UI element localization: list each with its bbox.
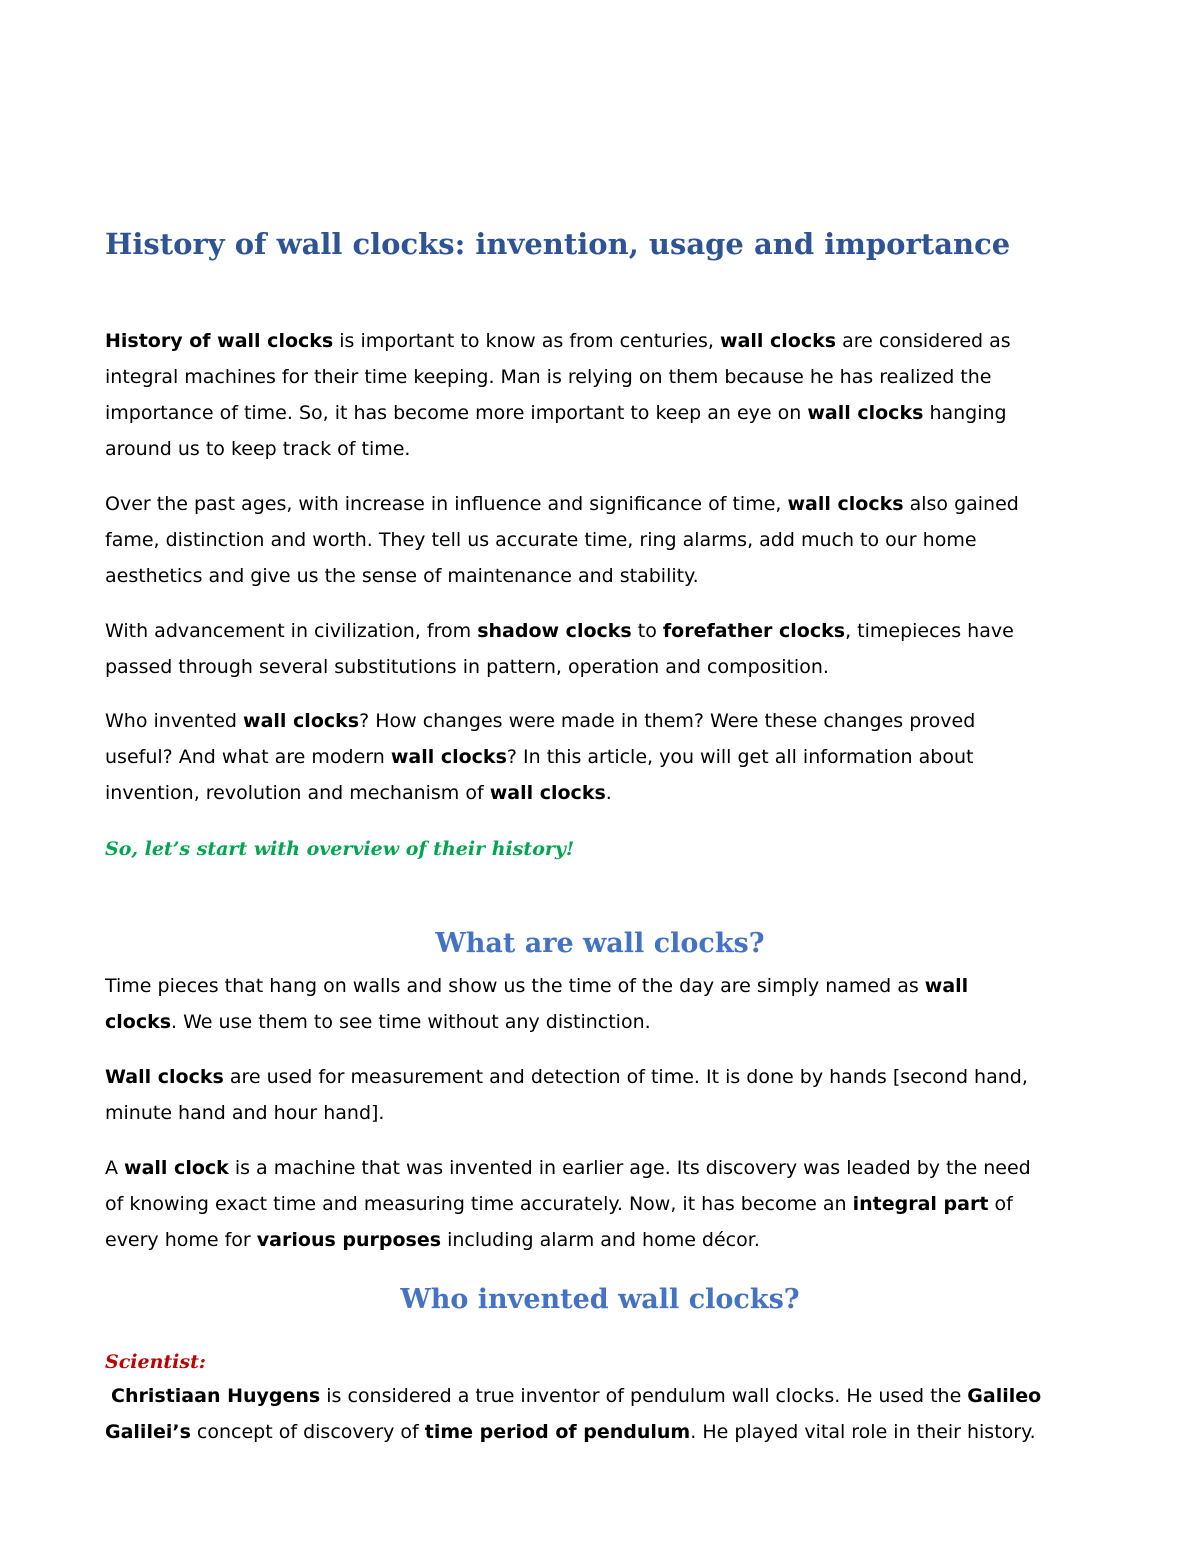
section-heading-who-invented: Who invented wall clocks? — [400, 1284, 800, 1315]
text-line: integral machines for their time keeping. Man is relying on them because he has realized the — [105, 366, 992, 388]
intro-paragraph-3 — [105, 613, 1105, 685]
bold-term: History of wall clocks — [105, 330, 334, 352]
bold-term: wall clocks — [787, 493, 904, 515]
text-line: of knowing exact time and measuring time accurately. Now, it has become an integral part of — [105, 1193, 1013, 1215]
text-line: A wall clock is a machine that was invented in earlier age. Its discovery was leaded by the need — [105, 1157, 1031, 1179]
text-line: Over the past ages, with increase in influence and significance of time, wall clocks also gained — [105, 493, 1019, 515]
text-line: Time pieces that hang on walls and show us the time of the day are simply named as wall — [105, 975, 969, 997]
bold-term: wall clocks — [243, 710, 360, 732]
scientist-label: Scientist: — [105, 1351, 206, 1373]
bold-term: wall clocks — [807, 402, 924, 424]
text-line: Galilei’s concept of discovery of time period of pendulum. He played vital role in their history. — [105, 1421, 1036, 1443]
text-line: clocks. We use them to see time without any distinction. — [105, 1011, 651, 1033]
bold-term: wall clock — [124, 1157, 229, 1179]
section2-paragraph-1 — [105, 1378, 1105, 1450]
bold-term: wall clocks — [720, 330, 837, 352]
text-line: With advancement in civilization, from shadow clocks to forefather clocks, timepieces have — [105, 620, 1014, 642]
text-line: every home for various purposes including alarm and home décor. — [105, 1229, 760, 1251]
text-line: importance of time. So, it has become more important to keep an eye on wall clocks hanging — [105, 402, 1007, 424]
text-line: fame, distinction and worth. They tell us accurate time, ring alarms, add much to our home — [105, 529, 977, 551]
intro-paragraph-2 — [105, 486, 1105, 594]
bold-term: various purposes — [256, 1229, 442, 1251]
text-line: useful? And what are modern wall clocks? In this article, you will get all information about — [105, 746, 974, 768]
text-line: invention, revolution and mechanism of wall clocks. — [105, 782, 612, 804]
call-to-action: So, let’s start with overview of their history! — [105, 838, 575, 860]
bold-term: Galilei’s — [105, 1421, 191, 1443]
bold-term: wall clocks — [390, 746, 507, 768]
text-line: History of wall clocks is important to know as from centuries, wall clocks are considered as — [105, 330, 1011, 352]
bold-term: forefather clocks — [662, 620, 846, 642]
bold-term: Galileo — [967, 1385, 1042, 1407]
bold-term: time period of pendulum — [424, 1421, 691, 1443]
section1-paragraph-2 — [105, 1059, 1105, 1131]
bold-term: Wall clocks — [105, 1066, 224, 1088]
bold-term: wall — [924, 975, 969, 997]
bold-term: shadow clocks — [477, 620, 632, 642]
text-line: around us to keep track of time. — [105, 438, 411, 460]
section1-paragraph-1 — [105, 968, 1105, 1040]
document-title: History of wall clocks: invention, usage and importance — [105, 227, 1011, 261]
bold-term: integral part — [852, 1193, 989, 1215]
bold-term: Christiaan Huygens — [111, 1385, 321, 1407]
section-heading-what-are-wall-clocks: What are wall clocks? — [435, 928, 765, 959]
text-line: minute hand and hour hand]. — [105, 1102, 385, 1124]
section1-paragraph-3 — [105, 1150, 1105, 1258]
text-line: aesthetics and give us the sense of maintenance and stability. — [105, 565, 699, 587]
bold-term: clocks — [105, 1011, 172, 1033]
text-line: Who invented wall clocks? How changes were made in them? Were these changes proved — [105, 710, 976, 732]
text-line: Wall clocks are used for measurement and detection of time. It is done by hands [second hand, — [105, 1066, 1028, 1088]
bold-term: wall clocks — [489, 782, 606, 804]
text-line: Christiaan Huygens is considered a true inventor of pendulum wall clocks. He used the Galileo — [111, 1385, 1042, 1407]
intro-paragraph-4 — [105, 703, 1105, 811]
intro-paragraph-1 — [105, 323, 1105, 467]
text-line: passed through several substitutions in pattern, operation and composition. — [105, 656, 829, 678]
